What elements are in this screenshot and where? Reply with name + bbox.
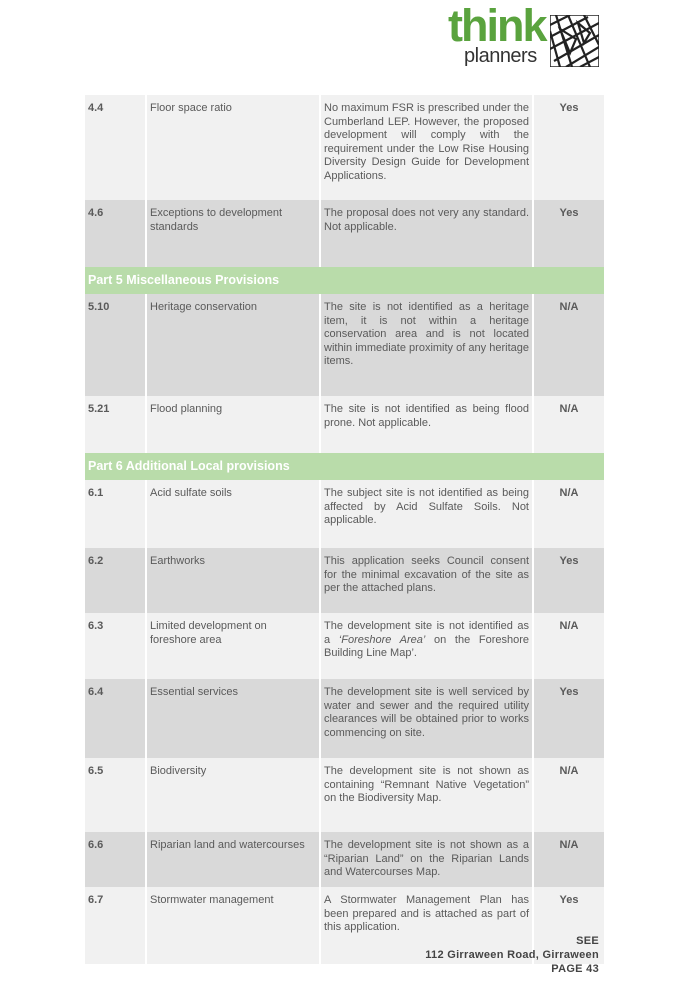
compliance-status: N/A [533,613,604,679]
table-row [85,200,604,267]
clause-title: Heritage conservation [146,294,320,396]
table-row [85,396,604,453]
table-row [85,758,604,832]
logo-mark-icon [550,15,599,67]
clause-title: Limited development on foreshore area [146,613,320,679]
table-row [85,95,604,200]
page-footer [425,934,599,976]
table-row [85,613,604,679]
table-row [85,832,604,887]
clause-number: 6.5 [85,758,146,832]
compliance-status: N/A [533,832,604,887]
clause-comment: This application seeks Council consent for the minimal excavation of the site as per the attached plans. [320,548,533,613]
section-title: Part 5 Miscellaneous Provisions [85,267,604,294]
compliance-status: Yes [533,548,604,613]
clause-title: Biodiversity [146,758,320,832]
clause-comment: The development site is well serviced by water and sewer and the required utility clearances will be obtained prior to works commencing on site. [320,679,533,758]
clause-number: 6.1 [85,480,146,548]
compliance-status: N/A [533,480,604,548]
compliance-status: Yes [533,95,604,200]
compliance-table [85,95,604,964]
clause-comment: The development site is not shown as containing “Remnant Native Vegetation” on the Biodiversity Map. [320,758,533,832]
clause-title: Acid sulfate soils [146,480,320,548]
compliance-status: N/A [533,758,604,832]
clause-title: Floor space ratio [146,95,320,200]
compliance-status: Yes [533,200,604,267]
clause-title: Stormwater management [146,887,320,964]
logo-think-text: think [448,0,546,51]
clause-title: Earthworks [146,548,320,613]
clause-title: Essential services [146,679,320,758]
clause-number: 6.4 [85,679,146,758]
section-title: Part 6 Additional Local provisions [85,453,604,480]
clause-number: 4.6 [85,200,146,267]
footer-line-1: SEE [576,935,599,947]
compliance-status: N/A [533,396,604,453]
clause-comment: The subject site is not identified as being affected by Acid Sulfate Soils. Not applicable. [320,480,533,548]
clause-number: 4.4 [85,95,146,200]
comment-text-post: on the Foreshore Building Line Map’. [324,633,529,659]
table-row [85,294,604,396]
clause-number: 6.6 [85,832,146,887]
compliance-status: Yes [533,679,604,758]
clause-comment: The development site is not shown as a “Riparian Land” on the Riparian Lands and Watercourses Map. [320,832,533,887]
clause-number: 5.21 [85,396,146,453]
clause-comment: The site is not identified as being flood prone. Not applicable. [320,396,533,453]
clause-comment: A Stormwater Management Plan has been prepared and is attached as part of this application. [320,887,533,964]
compliance-status: Yes [533,887,604,964]
section-header-row [85,453,604,480]
clause-comment: The proposal does not very any standard. Not applicable. [320,200,533,267]
comment-text-pre: The development site is not identified as a [324,620,529,646]
table-row [85,480,604,548]
think-planners-logo [448,0,602,71]
logo-planners-text: planners [464,45,537,67]
compliance-status: N/A [533,294,604,396]
clause-number: 6.7 [85,887,146,964]
clause-comment [320,613,533,679]
clause-title: Flood planning [146,396,320,453]
clause-comment: The site is not identified as a heritage item, it is not within a heritage conservation area and is not located within immediate proximity of any heritage items. [320,294,533,396]
clause-title: Riparian land and watercourses [146,832,320,887]
section-header-row [85,267,604,294]
table-row [85,679,604,758]
table-row [85,548,604,613]
clause-number: 6.3 [85,613,146,679]
clause-comment: No maximum FSR is prescribed under the Cumberland LEP. However, the proposed development will comply with the requirement under the Low Rise Housing Diversity Design Guide for Development Applications. [320,95,533,200]
footer-page-number: PAGE 43 [551,963,599,975]
clause-number: 5.10 [85,294,146,396]
clause-title: Exceptions to development standards [146,200,320,267]
footer-address: 112 Girraween Road, Girraween [425,949,599,961]
comment-text-emphasis: ‘Foreshore Area’ [338,633,426,646]
clause-number: 6.2 [85,548,146,613]
